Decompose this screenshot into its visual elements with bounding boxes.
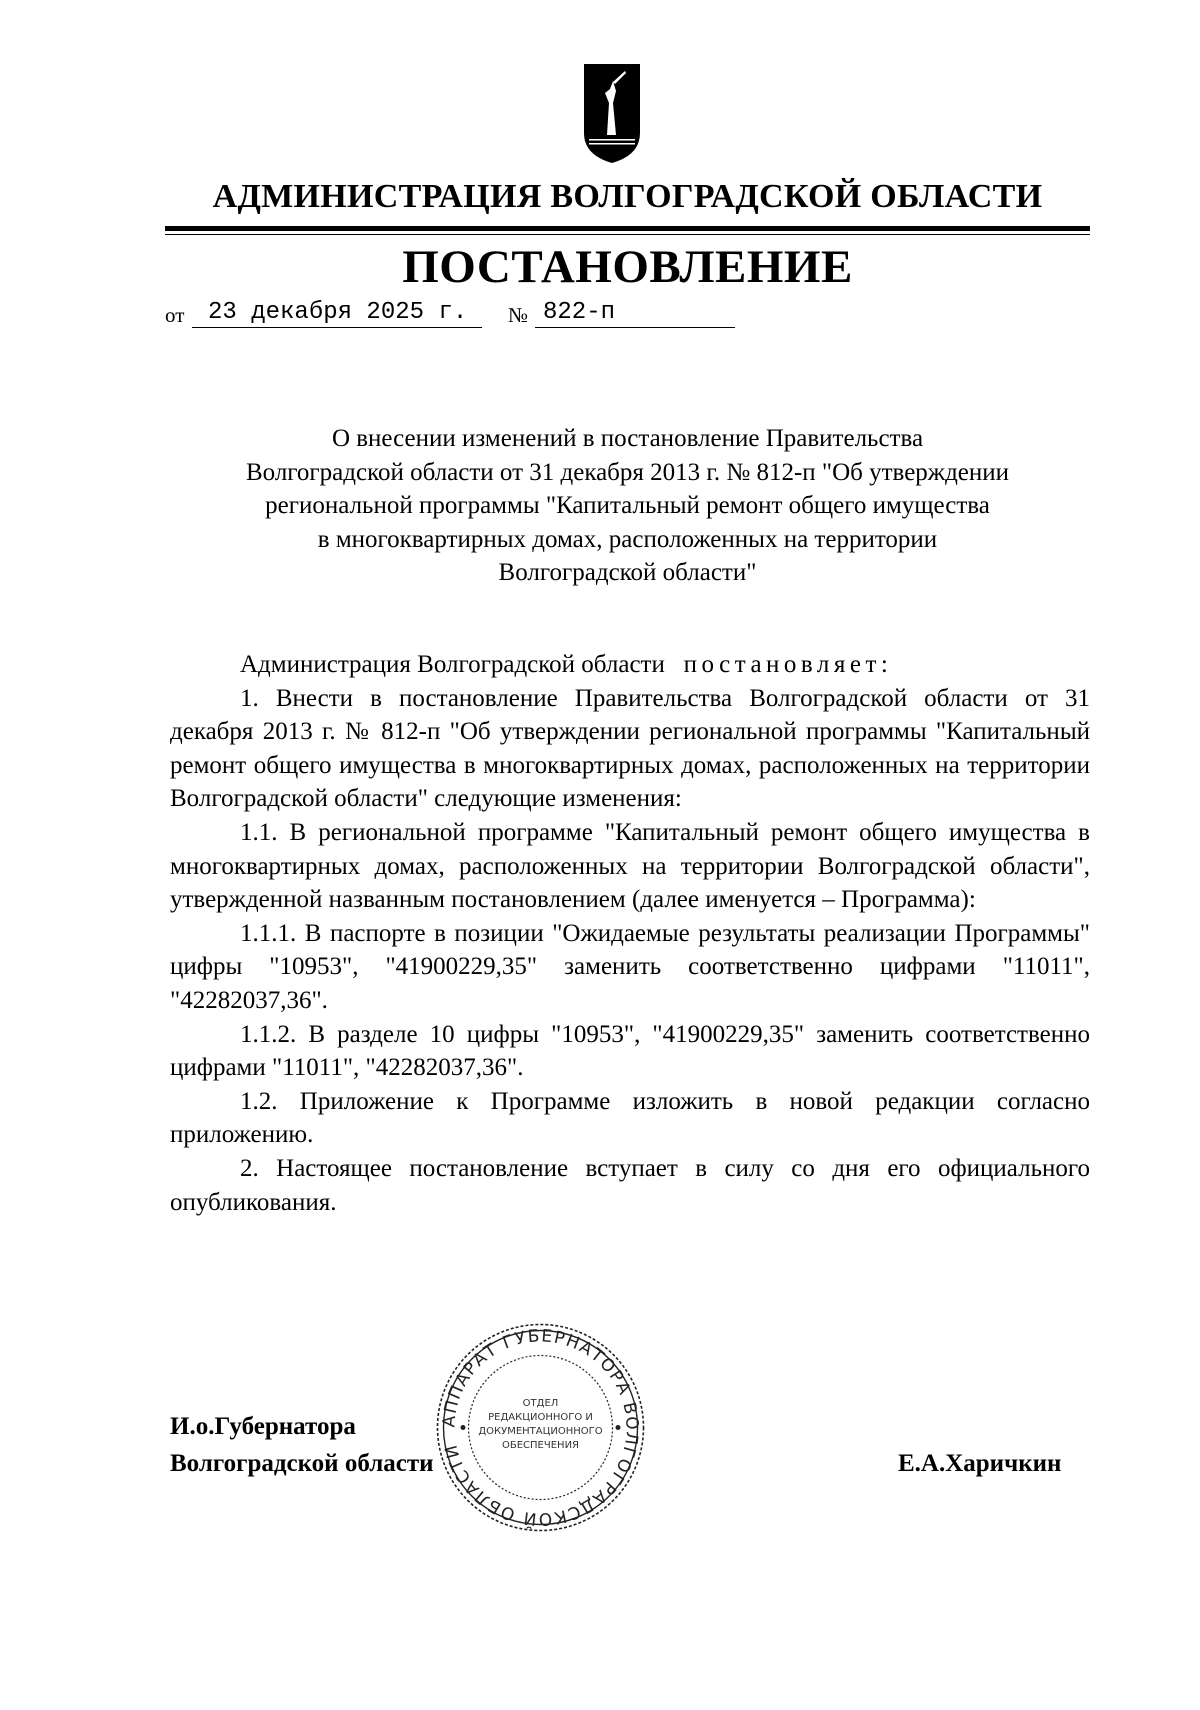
body-paragraph: 1.1.1. В паспорте в позиции "Ожидаемые результаты реализации Программы" цифры "10953", "41900229,35" заменить соответственно цифрами "11011", "42282037,36".	[170, 919, 1090, 1014]
header-rule-thick	[165, 226, 1090, 231]
stamp-center-line: ОБЕСПЕЧЕНИЯ	[502, 1440, 579, 1451]
document-number: 822-п	[535, 299, 735, 328]
document-type-title: ПОСТАНОВЛЕНИЕ	[402, 241, 853, 293]
body-paragraph: 2. Настоящее постановление вступает в силу со дня его официального опубликования.	[170, 1154, 1090, 1216]
stamp-center-line: ДОКУМЕНТАЦИОННОГО	[478, 1426, 603, 1437]
stamp-center-line: РЕДАКЦИОННОГО И	[488, 1412, 593, 1423]
document-subject	[165, 422, 1090, 590]
body-paragraph: 1.1.2. В разделе 10 цифры "10953", "41900229,35" заменить соответственно цифрами "11011", "42282037,36".	[170, 1020, 1090, 1082]
coat-of-arms-emblem	[583, 63, 641, 164]
document-date-number-line	[165, 294, 745, 334]
header-rule-thin	[165, 234, 1090, 235]
signatory-position-line: Волгоградской области	[170, 1450, 434, 1477]
subject-line: Волгоградской области"	[498, 559, 757, 587]
document-body	[170, 648, 1090, 1219]
body-paragraph: 1.2. Приложение к Программе изложить в новой редакции согласно приложению.	[170, 1087, 1090, 1149]
body-paragraph: 1.1. В региональной программе "Капитальный ремонт общего имущества в многоквартирных домах, расположенных на территории Волгоградской области", утвержденной названным постановлением (далее именуется – Программа):	[170, 818, 1090, 914]
organization-title: АДМИНИСТРАЦИЯ ВОЛГОГРАДСКОЙ ОБЛАСТИ	[212, 178, 1043, 215]
signatory-position-line: И.о.Губернатора	[170, 1413, 356, 1440]
signatory-name: Е.А.Харичкин	[898, 1450, 1062, 1477]
subject-line: Волгоградской области от 31 декабря 2013 г. № 812-п "Об утверждении	[245, 458, 1010, 486]
preamble-paragraph	[170, 648, 1090, 682]
decree-word: постановляет:	[683, 651, 893, 678]
number-prefix: №	[508, 303, 529, 327]
official-stamp	[433, 1320, 648, 1535]
subject-line: О внесении изменений в постановление Правительства	[331, 425, 924, 452]
date-prefix: от	[165, 303, 185, 327]
subject-line: региональной программы "Капитальный ремонт общего имущества	[265, 492, 990, 520]
subject-line: в многоквартирных домах, расположенных на территории	[317, 525, 938, 553]
body-paragraph: 1. Внести в постановление Правительства Волгоградской области от 31 декабря 2013 г. № 812-п "Об утверждении региональной программы "Капитальный ремонт общего имущества в многоквартирных домах, расположенных на территории Волгоградской области" следующие изменения:	[170, 684, 1090, 813]
signatory-position	[170, 1408, 434, 1482]
stamp-outer-text: АППАРАТ ГУБЕРНАТОРА ВОЛГОГРАДСКОЙ ОБЛАСТИ	[439, 1326, 642, 1529]
stamp-center-line: ОТДЕЛ	[522, 1398, 559, 1409]
preamble-text: Администрация Волгоградской области	[240, 651, 665, 678]
document-date: 23 декабря 2025 г.	[192, 299, 482, 328]
